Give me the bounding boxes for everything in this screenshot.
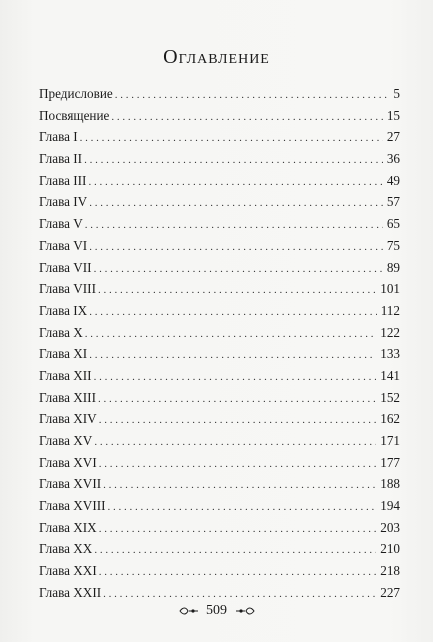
toc-entry [39, 563, 400, 585]
dot-leader [111, 111, 382, 123]
dot-leader [89, 241, 383, 253]
left-ornament-icon [179, 606, 199, 616]
toc-entry-page: 162 [380, 411, 400, 427]
toc-entry [39, 541, 400, 563]
toc-entry [39, 173, 400, 195]
toc-entry-page: 57 [386, 194, 400, 210]
toc-entry-label: Глава VIII [39, 281, 96, 297]
toc-entry-page: 133 [380, 346, 400, 362]
toc-entry-label: Глава XVI [39, 454, 97, 470]
toc-entry-label: Глава IX [39, 302, 88, 318]
toc-entry-label: Глава VI [39, 237, 88, 253]
toc-entry-label: Глава VII [39, 259, 92, 275]
dot-leader [108, 501, 377, 513]
toc-entry-label: Глава XII [39, 367, 92, 383]
toc-entry [39, 433, 400, 455]
toc-entry-label: Глава XIII [39, 389, 96, 405]
dot-leader [88, 176, 382, 188]
toc-entry-label: Глава III [39, 172, 87, 188]
toc-entry [39, 411, 400, 433]
toc-entry-page: 112 [380, 302, 400, 318]
toc-entry-page: 152 [380, 389, 400, 405]
dot-leader [84, 154, 383, 166]
toc-entry-page: 194 [380, 498, 400, 514]
dot-leader [98, 284, 376, 296]
toc-entry [39, 281, 400, 303]
dot-leader [94, 263, 383, 275]
toc-entry-label: Глава XIV [39, 411, 97, 427]
dot-leader [94, 436, 376, 448]
toc-entry-label: Глава XVIII [39, 498, 106, 514]
toc-entry [39, 303, 400, 325]
toc-entry-page: 101 [380, 281, 400, 297]
toc-entry-label: Предисловие [39, 86, 113, 101]
toc-entry [39, 108, 400, 130]
toc-entry-label: Глава XXI [39, 563, 97, 579]
toc-entry [39, 216, 400, 238]
toc-entry [39, 325, 400, 347]
dot-leader [99, 414, 377, 426]
toc-entry-label: Глава I [39, 129, 78, 145]
toc-entry [39, 520, 400, 542]
toc-entry-page: 141 [380, 367, 400, 383]
toc-entry-page: 15 [386, 107, 400, 123]
toc-entry-label: Глава XIX [39, 519, 97, 535]
toc-entry-page: 218 [380, 563, 400, 579]
toc-entry [39, 151, 400, 173]
dot-leader [80, 132, 383, 144]
dot-leader [103, 479, 376, 491]
page-footer [0, 603, 433, 619]
toc-entry-label: Посвящение [39, 107, 110, 123]
toc-entry-page: 75 [386, 237, 400, 253]
toc-entry-label: Глава XI [39, 346, 88, 362]
toc-entry [39, 194, 400, 216]
dot-leader [99, 458, 377, 470]
dot-leader [85, 219, 383, 231]
toc-entry-label: Глава XXII [39, 584, 102, 600]
toc-entry-label: Глава XX [39, 541, 93, 557]
toc-entry [39, 455, 400, 477]
dot-leader [85, 328, 376, 340]
page-title: Оглавление [163, 46, 270, 68]
toc-entry-label: Глава IV [39, 194, 88, 210]
toc-entry [39, 498, 400, 520]
right-ornament-icon [235, 606, 255, 616]
dot-leader [115, 89, 390, 101]
dot-leader [94, 371, 377, 383]
dot-leader [89, 306, 377, 318]
dot-leader [94, 544, 376, 556]
toc-entry-label: Глава XVII [39, 476, 102, 492]
toc-entry-page: 36 [386, 151, 400, 167]
dot-leader [99, 523, 377, 535]
toc-entry-page: 27 [386, 129, 400, 145]
toc-entry-page: 49 [386, 172, 400, 188]
toc-entry-page: 227 [380, 584, 400, 600]
page-number: 509 [206, 603, 227, 618]
toc-entry-page: 210 [380, 541, 400, 557]
toc-entry-page: 65 [386, 216, 400, 232]
toc-entry-label: Глава V [39, 216, 83, 232]
toc-entry [39, 390, 400, 412]
dot-leader [89, 349, 376, 361]
toc-entry [39, 86, 400, 108]
toc-entry-page: 5 [393, 86, 400, 101]
toc-entry [39, 129, 400, 151]
toc-entry-page: 177 [380, 454, 400, 470]
toc-entry-label: Глава II [39, 151, 83, 167]
dot-leader [103, 588, 376, 600]
toc-entry-page: 188 [380, 476, 400, 492]
table-of-contents [39, 86, 400, 607]
toc-entry [39, 368, 400, 390]
dot-leader [99, 566, 377, 578]
toc-entry [39, 346, 400, 368]
toc-entry [39, 476, 400, 498]
toc-entry-page: 122 [380, 324, 400, 340]
toc-entry-label: Глава XV [39, 433, 93, 448]
toc-entry-page: 203 [380, 519, 400, 535]
toc-entry-page: 89 [386, 259, 400, 275]
dot-leader [89, 197, 383, 209]
toc-entry [39, 260, 400, 282]
toc-entry [39, 238, 400, 260]
dot-leader [98, 393, 376, 405]
toc-entry-page: 171 [380, 433, 400, 448]
toc-entry-label: Глава X [39, 324, 83, 340]
